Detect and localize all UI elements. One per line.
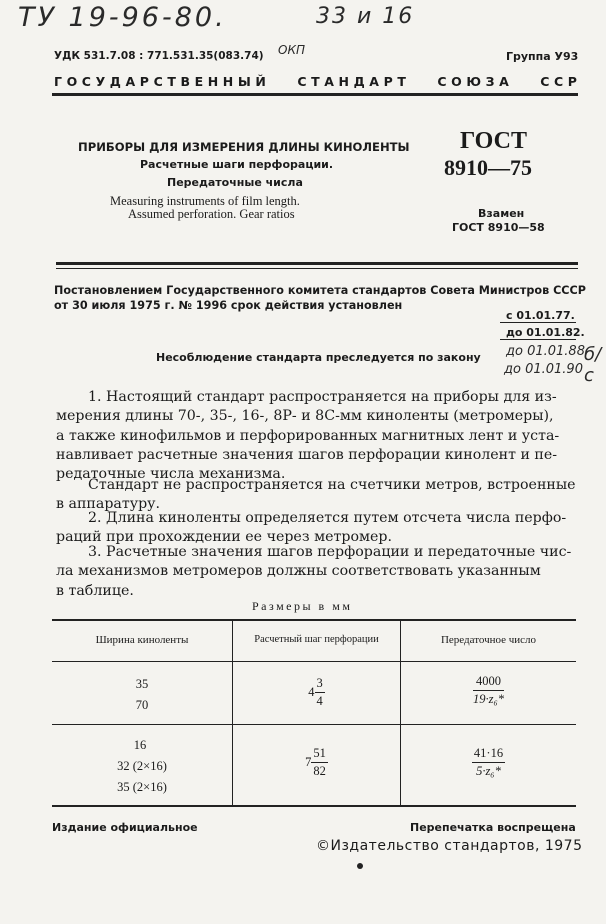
- p1-line: навливает расчетные значения шагов перфорации кинолент и пе-: [56, 446, 558, 463]
- p3-line: раций при прохождении ее через метромер.: [56, 529, 393, 546]
- step-numerator: 3: [315, 676, 325, 693]
- width-value: 35: [135, 677, 149, 691]
- paragraph-4: [56, 543, 576, 601]
- decree-underline-2: [500, 339, 576, 340]
- width-value: 32 (2×16): [117, 759, 167, 773]
- p1-line: мерения длины 70-, 35-, 16-, 8Р- и 8С-мм киноленты (метромеры),: [56, 408, 554, 425]
- handwritten-date1: до 01.01.88: [506, 344, 585, 359]
- p2-line: в аппаратуру.: [56, 496, 161, 513]
- width-value: 16: [133, 738, 147, 752]
- table-row-1-width: [52, 674, 232, 716]
- step-fraction: [315, 676, 325, 709]
- paragraph-3: [56, 509, 576, 548]
- footer-publisher: ©Издательство стандартов, 1975: [316, 838, 583, 854]
- violation-notice: Несоблюдение стандарта преследуется по закону: [156, 351, 481, 364]
- ratio-numerator: 4000: [473, 674, 504, 691]
- handwritten-top-right: 33 и 16: [316, 4, 415, 29]
- width-value: 35 (2×16): [117, 780, 167, 794]
- title-ru-line3: Передаточные числа: [167, 176, 303, 189]
- step-fraction: [311, 746, 328, 779]
- p1-line: 1. Настоящий стандарт распространяется на приборы для из-: [88, 389, 557, 405]
- title-rule-thick: [56, 262, 578, 265]
- replaces-label: Взамен: [478, 207, 525, 220]
- p2-line: Стандарт не распространяется на счетчики метров, встроенные: [88, 477, 576, 493]
- p1-line: а также кинофильмов и перфорированных магнитных лент и уста-: [56, 427, 560, 444]
- decree-to: до 01.01.82.: [506, 326, 585, 339]
- step-denominator: 82: [313, 764, 326, 778]
- table-row-2-width: [52, 735, 232, 798]
- step-numerator: 51: [311, 746, 328, 763]
- ratio-denominator: 5·z₆*: [476, 764, 501, 778]
- table-row-1-ratio: [401, 674, 576, 707]
- footer-official: Издание официальное: [52, 821, 198, 834]
- title-en-line2: Assumed perforation. Gear ratios: [128, 207, 295, 221]
- handwritten-top-left: ТУ 19-96-80.: [18, 2, 227, 33]
- table-header-width: Ширина киноленты: [95, 634, 189, 646]
- table-bottom-border: [52, 805, 576, 807]
- decree-from: с 01.01.77.: [506, 309, 575, 322]
- title-en-line1: Measuring instruments of film length.: [110, 194, 300, 208]
- standard-banner: ГОСУДАРСТВЕННЫЙ СТАНДАРТ СОЮЗА ССР: [54, 74, 582, 89]
- p4-line: ла механизмов метромеров должны соответствовать указанным: [56, 563, 541, 580]
- group-code: Группа У93: [506, 50, 579, 63]
- step-whole: 4: [308, 685, 315, 699]
- handwritten-date2: до 01.01.90: [504, 362, 583, 377]
- gost-number: 8910—75: [444, 155, 532, 180]
- table-row-2-ratio: [401, 746, 576, 779]
- decree-underline: [500, 322, 576, 323]
- title-ru-line1: ПРИБОРЫ ДЛЯ ИЗМЕРЕНИЯ ДЛИНЫ КИНОЛЕНТЫ: [78, 140, 410, 154]
- title-ru-line2: Расчетные шаги перфорации.: [140, 158, 334, 171]
- footer-dot: [357, 863, 363, 869]
- ratio-numerator: 41·16: [472, 746, 505, 763]
- table-row-2-step: [233, 746, 400, 779]
- table-header-ratio: Передаточное число: [440, 634, 537, 646]
- p1-line: редаточные числа механизма.: [56, 466, 286, 483]
- handwritten-okp: ОКП: [278, 43, 305, 57]
- p4-line: в таблице.: [56, 582, 134, 599]
- ratio-fraction: [473, 674, 504, 707]
- decree-line1: Постановлением Государственного комитета стандартов Совета Министров СССР: [54, 284, 586, 297]
- step-denominator: 4: [316, 694, 323, 708]
- ratio-denominator: 19·z₆*: [472, 692, 505, 706]
- header-rule: [52, 93, 578, 96]
- p3-line: 2. Длина киноленты определяется путем отсчета числа перфо-: [88, 510, 567, 526]
- udk-code: УДК 531.7.08 : 771.531.35(083.74): [54, 50, 264, 62]
- table-header-step: Расчетный шаг перфорации: [254, 634, 379, 645]
- handwritten-margin-note: б/с: [584, 344, 602, 386]
- gost-label: ГОСТ: [460, 128, 527, 154]
- step-whole: 7: [305, 755, 312, 769]
- table-top-border: [52, 619, 576, 621]
- p4-line: 3. Расчетные значения шагов перфорации и передаточные чис-: [88, 544, 572, 560]
- table-row-1-step: [233, 676, 400, 709]
- replaces-value: ГОСТ 8910—58: [452, 221, 545, 234]
- paragraph-1: [56, 388, 576, 484]
- table-header-border: [52, 661, 576, 662]
- width-value: 70: [135, 698, 149, 712]
- table-row-border: [52, 724, 576, 725]
- footer-reprint: Перепечатка воспрещена: [410, 821, 576, 834]
- ratio-fraction: [472, 746, 505, 779]
- title-rule-thin: [56, 268, 578, 269]
- table-caption: Размеры в мм: [252, 599, 353, 613]
- decree-line2: от 30 июля 1975 г. № 1996 срок действия установлен: [54, 299, 403, 312]
